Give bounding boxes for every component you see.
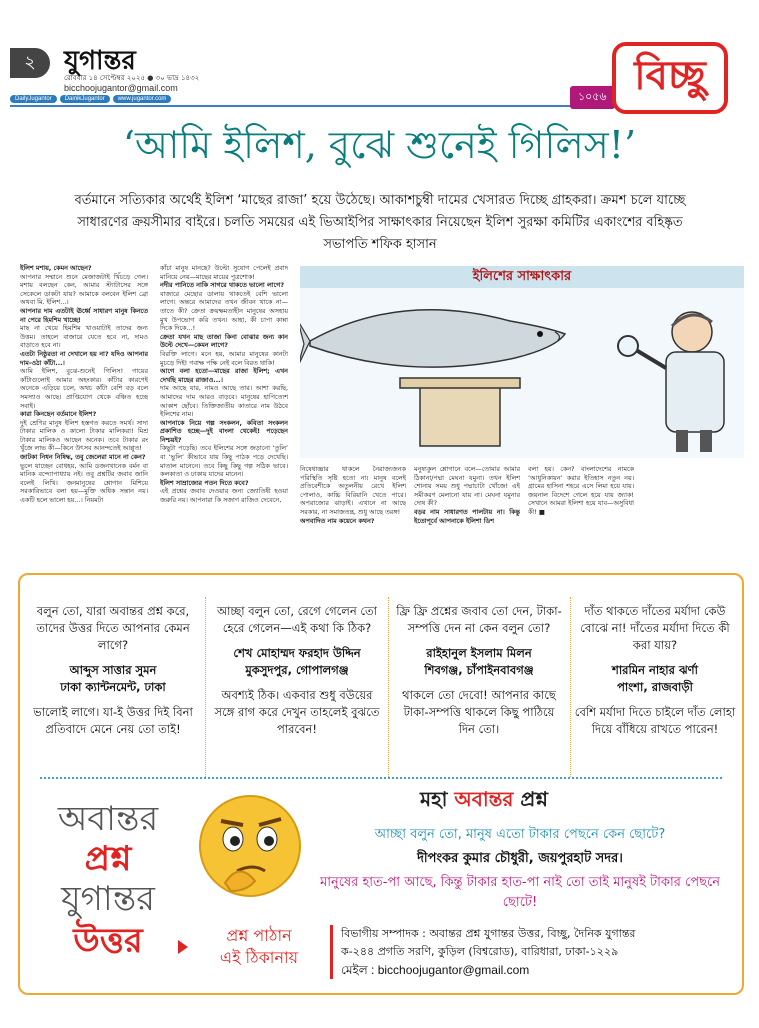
social-links <box>10 95 171 103</box>
article-intro: বর্তমানে সত্যিকার অর্থেই ইলিশ ‘মাছের রাজা’ হয়ে উঠেছে। আকাশচুম্বী দামের খেসারত দিচ্ছে গ্রাহকরা। ক্রমশ চলে যাচ্ছে সাধারণের ক্রয়সীমার বাইরে। চলতি সময়ের এই ভিআইপির সাক্ষাৎকার নিয়েছেন ইলিশ সুরক্ষা কমিটির একাংশের বহিষ্কৃত সভাপতি শফিক হাসান <box>74 193 686 252</box>
qa-answer: থাকলে তো দেবো! আপনার কাছে টাকা-সম্পত্তি থাকলে কিছু পাঠিয়ে দিন তো। <box>402 688 556 736</box>
qa-asker-place: পাংশা, রাজবাড়ী <box>617 680 693 694</box>
qa-asker-place: শিবগঞ্জ, চাঁপাইনবাবগঞ্জ <box>424 663 534 677</box>
hilsa-fish-and-man-drawing <box>300 266 744 458</box>
side-title-word: অবান্তর <box>57 799 159 839</box>
send-label-line: এই ঠিকানায় <box>219 948 299 967</box>
maha-title <box>420 785 548 818</box>
qa-panel <box>18 573 744 995</box>
side-title-word: যুগান্তর <box>61 879 155 919</box>
article-column-5 <box>528 465 634 575</box>
interview-question: জাটকা নিধন নিষিদ্ধ, তবু জেলেরা মানে না কেন? <box>20 453 146 462</box>
qa-section-divider <box>40 777 722 779</box>
qa-asker-name: রাইহানুল ইসলাম মিলন <box>426 646 532 660</box>
arrow-right-icon <box>178 940 188 954</box>
maha-title-highlight: অবান্তর <box>454 787 514 811</box>
illustration-title: ইলিশের সাক্ষাৎকার <box>300 266 744 288</box>
interview-answer: দুই শ্রেণির মানুষ ইলিশ হস্তগত করতে সমর্থ। সাদা টাকার মালিক ও কালো টাকার মালিকরা! মিশ্র টাকার মালিকও আছেন অনেক। তবে টাকার রং খুঁজে লাভ কী—কিনে উৎসব আনন্দতেই আপ্লুত! <box>20 418 148 453</box>
qa-question: আচ্ছা বলুন তো, রেগে গেলেন তো হেরে গেলেন—এই কথা কি ঠিক? <box>216 604 378 635</box>
qa-divider <box>388 597 389 777</box>
supplement-logo: বিচ্ছু <box>612 42 728 114</box>
maha-title-prefix: মহা <box>420 787 448 811</box>
interview-question: ইলিশ সাম্রাজ্যের পতন দিতে কবে? <box>160 478 249 487</box>
maha-question: আচ্ছা বলুন তো, মানুষ এতো টাকার পেছনে কেন ছোটে? <box>374 827 666 842</box>
address-line: বিভাগীয় সম্পাদক : অবান্তর প্রশ্ন যুগান্তর উত্তর, বিচ্ছু, দৈনিক যুগান্তর <box>341 927 636 940</box>
qa-asker-place: ঢাকা ক্যান্টনমেন্ট, ঢাকা <box>60 680 166 694</box>
interview-answer: ভুলে যাচ্ছেন বোধহয়, আমি ডজনখানেক বর্মন বা মানিক বন্দ্যোপাধ্যায় নই। তবু প্রশ্নটির জবাব জানি বলেই লিখি। জনমানুষের শ্লোগান মিশিয়ে সরকারিভাবে বলা হয়—মুক্তি অধিক সন্তান নয়। একটি হলে ভালো হয়...। নিয়মটা <box>20 461 148 505</box>
interview-question: আপনাকে নিয়ে গল্প সংকলন, কবিতা সংকলন প্রকাশিত হচ্ছে—দুই বাংলা থেকেই! পড়েছেন নিশ্চয়ই? <box>160 418 288 444</box>
interview-answer: দাম আছে যার, নামও আছে তার। আশা করছি, আমাদের দাম আরও বাড়বে। মানুষের হাপিত্যেশ আকাশ ছোঁবে। তিক্তিজাতীয় কাতারে নাম উঠবে ইলিশের নাম। <box>160 384 288 419</box>
qa-answer: অবশ্যই ঠিক। একবার শুধু বউয়ের সঙ্গে রাগ করে দেখুন তাহলেই বুঝতে পারবেন! <box>214 688 380 736</box>
article-column-3 <box>300 465 406 575</box>
interview-answer: নিষেধাজ্ঞার থাকলে নৈরাজ্যজনক পরিস্থিতি সৃষ্টি হতো না। মানুষ বলেই প্রতিবেশীকে অতুলনীয় রেখে ইলিশ পোলাও, কাচ্চি বিরিয়ানি খেতে পারে। অপরাজ্যের ঝাড়াই। এখানে না আছে সরকার, না সমাজতন্ত্র, শুধু আছে তরঙ্গ! <box>300 465 406 516</box>
qa-question: ফ্রি ফ্রি প্রশ্নের জবাব তো দেন, টাকা-সম্পত্তি দেন না কেন বলুন তো? <box>396 604 562 635</box>
interview-question: নদীর পানিতে নাকি সাগরে থাকতে ভালো লাগে? <box>160 281 285 290</box>
maha-asker: দীপংকর কুমার চৌধুরী, জয়পুরহাট সদর। <box>417 851 623 866</box>
interview-question: অপবাদিত নাম কয়েনে কথন? <box>300 516 375 525</box>
dateline: রোববার ১৪ সেপ্টেম্বর ২০২৫ ● ৩০ ভাদ্র ১৪৩২ <box>64 74 200 82</box>
interview-answer: আপনার সম্মানে শুনে মেজাজটাই খিঁচড়ে গেল। মশায় বলছেন কেন, আমার স্ট্যাটাসের সঙ্গে সেকেলে ডাকটা যায়? আমাকে বলবেন ইলিশ ব্রো অথবা মি. ইলিশ...। <box>20 272 148 307</box>
side-title-word: প্রশ্ন <box>84 839 132 879</box>
article-column-4 <box>414 465 520 575</box>
qa-asker-place: মুকসুদপুর, গোপালগঞ্জ <box>245 663 349 677</box>
editor-address <box>330 925 741 979</box>
interview-answer: এই প্রশ্নের জবাব দেওয়ার জন্য জ্যোতিষী হওয়া জরুরি নয়। আপনারা কি সজাগ রাজিও দেবেনে, <box>160 487 288 505</box>
masthead-rule <box>10 105 580 107</box>
article-column-2 <box>160 264 288 576</box>
interview-answer: মাছ না খেয়ে হিমশিম খাওয়াটাই তাদের জন্য উত্তম। তাহলে বাজারে যেতে হবে না, দামও বাড়াতে হবে না। <box>20 324 148 350</box>
interview-answer: বাজারে মেছোর ডালায় থাকতেই বেশি ভালো লাগে। অন্তরে আমাদের তখন জীবন থাকে না—তাতে কী? ক্রেতা ক্রয়ক্ষমতাহীন মানুষের অসহায় মুখ উপভোগ করি তখন। আহা, কী চাপা কান্না দিকে দিকে...! <box>160 289 288 333</box>
issue-number-badge: ১০৫৬ <box>570 86 615 109</box>
maha-answer: মানুষের হাত-পা আছে, কিন্তু টাকার হাত-পা নাই তো তাই মানুষই টাকার পেছনে ছোটে! <box>320 875 720 910</box>
qa-divider <box>205 597 206 777</box>
article-headline: ‘আমি ইলিশ, বুঝে শুনেই গিলিস!’ <box>122 123 637 167</box>
qa-question: দাঁত থাকতে দাঁতের মর্যাদা কেউ বোঝে না! দাঁতের মর্যাদা দিতে কী করা যায়? <box>580 604 730 652</box>
masthead-email: bicchoojugantor@gmail.com <box>64 83 178 93</box>
thinking-emoji-icon <box>195 791 305 901</box>
send-label-line: প্রশ্ন পাঠান <box>226 926 292 945</box>
interview-answer: আমি ইলিশ, বুঝে-শুনেই গিলিস! গায়ের কাঁটাগুলোই আমার অহংকার। কাঁটার কারণেই অনেকে এড়িয়ে চলে, অথচ কাঁটা বেশি বড় বলে সমস্যাও আছে। প্রাপ্তিযোগ থেকে বঞ্চিত হচ্ছে সবাই। <box>20 367 148 410</box>
qa-item <box>212 603 382 738</box>
address-line: ক-২৪৪ প্রগতি সরণি, কুড়িল (বিশ্বরোড), বারিধারা, ঢাকা-১২২৯ <box>341 945 619 958</box>
interview-answer: কিছুটা পড়েছি। তবে ইলিশের সঙ্গে জড়ানো ‘তুলি’ বা ‘ভুলি’ কীভাবে যায় কিছু পাঠক পড়ে দেখেছি। মাতাল মানেনে। তবে কিছু কিছু গল্প সঠিক ভাবে। কলকাতা ও ঢাকায় যাদের মানেন। <box>160 444 288 479</box>
interview-answer: কাঁচা মানুষ মানছে? উল্টো সুযোগ পেলেই প্রবাদ মানিয়ে নেয়—মাছের মায়ের পুত্রশোক! <box>160 264 288 281</box>
address-email[interactable]: মেইল : bicchoojugantor@gmail.com <box>341 963 530 977</box>
page-number: ২ <box>10 48 50 78</box>
qa-answer: ভালোই লাগে। যা-ই উত্তর দিই বিনা প্রতিবাদে মেনে নেয় তো তাই! <box>33 705 193 736</box>
interview-question: আগে বলা হতো—মাছের রাজা ইলিশ; এখন দেখছি মাছের রাজাও...। <box>160 367 288 384</box>
interview-answer: বিরক্তি লাগে। মনে হয়, আমার মানুষের কানটা মুচড়ে দিই! গবাক্ষ পক্ষি নেই বলে বিরত থাকি! <box>160 349 288 367</box>
interview-question: বড়র নাম সাধারণত পালটায় না। কিন্তু ইতোপূর্বে আপনাকে ইলিশা ডিশ <box>414 507 520 525</box>
interview-question: ইলিশ মশায়, কেমন আছেন? <box>20 264 92 272</box>
side-title-word: উত্তর <box>73 921 143 961</box>
qa-item <box>394 603 564 738</box>
qa-answer: বেশি মর্যাদা দিতে চাইলে দাঁত লোহা দিয়ে বাঁধিয়ে রাখতে পারেন! <box>574 705 736 736</box>
maha-title-suffix: প্রশ্ন <box>520 787 548 811</box>
interview-answer: মনুষ্যকুল শ্লোগানে বলে—তোমার আমার ঠিকানা/পদ্মা মেঘনা যমুনা। তখন ইলিশ শোনায় সময় শুধু পদ্মাচাটা খোঁজে! এই সমীকরণ মেলানো যায় না। মেঘনা যমুনার দোষ কী? <box>414 465 520 508</box>
social-link-facebook[interactable]: DailyJugantor <box>10 95 57 103</box>
interview-question: কারা কিনছেন বর্তমানে ইলিশ? <box>20 410 97 419</box>
send-question-label <box>198 925 320 969</box>
qa-item <box>28 603 198 738</box>
social-link-twitter[interactable]: DainikJugantor <box>60 95 110 103</box>
social-link-website[interactable]: www.jugantor.com <box>113 95 172 103</box>
interview-illustration <box>300 266 744 458</box>
newspaper-logo: যুগান্তর <box>64 46 136 76</box>
qa-asker-name: শারমিন নাহার ঝর্ণা <box>612 663 698 677</box>
article-column-1 <box>20 264 148 576</box>
qa-item <box>570 603 740 738</box>
qa-question: বলুন তো, যারা অবান্তর প্রশ্ন করে, তাদের উত্তর দিতে আপনার কেমন লাগে? <box>36 604 190 652</box>
qa-asker-name: আব্দুস সাত্তার সুমন <box>69 663 157 677</box>
interview-question: আপনার দাম এতটাই ঊর্ধ্বে সাধারণ মানুষ কিনতে না পেরে হিমশিম খাচ্ছে! <box>20 306 148 324</box>
qa-asker-name: শেখ মোহাম্মদ ফরহাদ উদ্দিন <box>233 646 361 660</box>
interview-question: ক্রেতা যখন মাছ তাজা কিনা বোঝার জন্য কান উল্টে দেখে—কেমন লাগে? <box>160 332 288 350</box>
interview-question: এতটা নিষ্ঠুরতা না দেখালে হয় না? যদিও আপনার দাম-ওঠা কাঁটা...। <box>20 349 148 367</box>
interview-answer: বলা হয়। কেন? বাংলাদেশের নামকে ‘আধুনিকায়ন’ করার ইতিহাস নতুন নয়। গ্রামের হাসিনা শহরে এসে লিমা হয়ে যায়। জয়নাল বিদেশে গেলে হয়ে যায় জ্যাক! সেখানে আমরা ইলিশা হয়ে যাব—অসুবিধা কী! ■ <box>528 465 634 516</box>
